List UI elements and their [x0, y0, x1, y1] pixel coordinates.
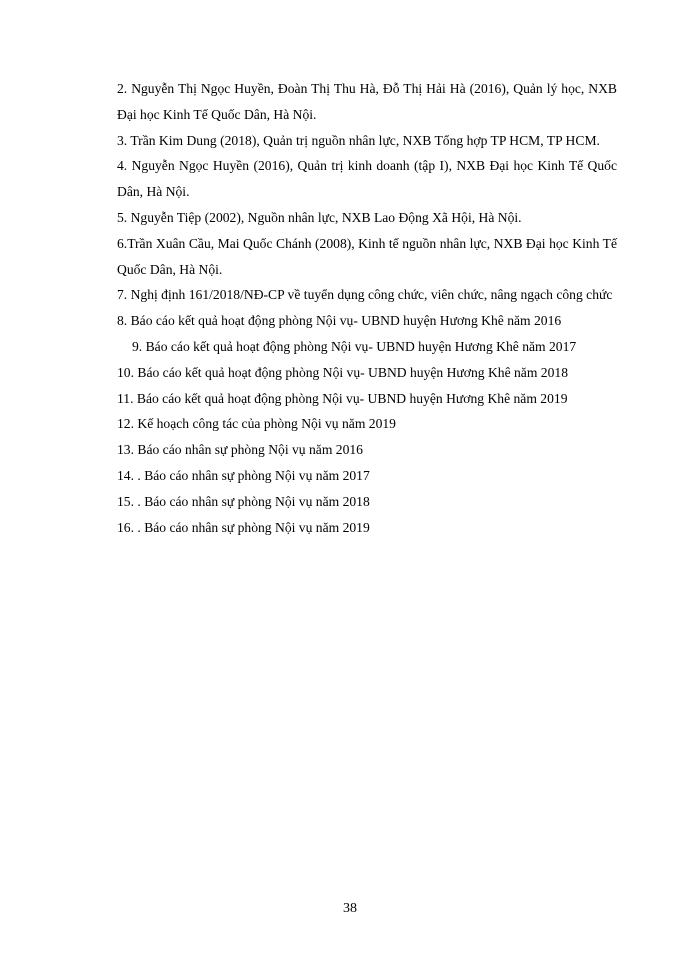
reference-item-13: 13. Báo cáo nhân sự phòng Nội vụ năm 2016 — [117, 442, 363, 458]
reference-item-7: 7. Nghị định 161/2018/NĐ-CP về tuyển dụng công chức, viên chức, nâng ngạch công chức — [117, 287, 613, 303]
reference-item-11: 11. Báo cáo kết quả hoạt động phòng Nội vụ- UBND huyện Hương Khê năm 2019 — [117, 390, 568, 406]
reference-item-15: 15. . Báo cáo nhân sự phòng Nội vụ năm 2018 — [117, 493, 370, 509]
reference-list — [117, 76, 617, 540]
page-number: 38 — [343, 901, 357, 916]
reference-item-12: 12. Kế hoạch công tác của phòng Nội vụ năm 2019 — [117, 416, 396, 432]
reference-item-2: 2. Nguyễn Thị Ngọc Huyền, Đoàn Thị Thu Hà, Đỗ Thị Hải Hà (2016), Quản lý học, NXB Đại học Kinh Tế Quốc Dân, Hà Nội. — [117, 81, 617, 122]
reference-item-8: 8. Báo cáo kết quả hoạt động phòng Nội vụ- UBND huyện Hương Khê năm 2016 — [117, 313, 562, 329]
reference-item-4: 4. Nguyễn Ngọc Huyền (2016), Quản trị kinh doanh (tập I), NXB Đại học Kinh Tế Quốc Dân, Hà Nội. — [117, 158, 617, 200]
reference-item-9: 9. Báo cáo kết quả hoạt động phòng Nội vụ- UBND huyện Hương Khê năm 2017 — [132, 338, 577, 354]
reference-item-10: 10. Báo cáo kết quả hoạt động phòng Nội vụ- UBND huyện Hương Khê năm 2018 — [117, 364, 568, 380]
reference-item-14: 14. . Báo cáo nhân sự phòng Nội vụ năm 2017 — [117, 467, 370, 483]
reference-item-5: 5. Nguyễn Tiệp (2002), Nguồn nhân lực, NXB Lao Động Xã Hội, Hà Nội. — [117, 209, 522, 225]
reference-item-16: 16. . Báo cáo nhân sự phòng Nội vụ năm 2019 — [117, 519, 370, 535]
reference-item-3: 3. Trần Kim Dung (2018), Quản trị nguồn nhân lực, NXB Tổng hợp TP HCM, TP HCM. — [117, 132, 600, 148]
reference-item-6: 6.Trần Xuân Cầu, Mai Quốc Chánh (2008), Kinh tế nguồn nhân lực, NXB Đại học Kinh Tế Quốc Dân, Hà Nội. — [117, 235, 617, 277]
